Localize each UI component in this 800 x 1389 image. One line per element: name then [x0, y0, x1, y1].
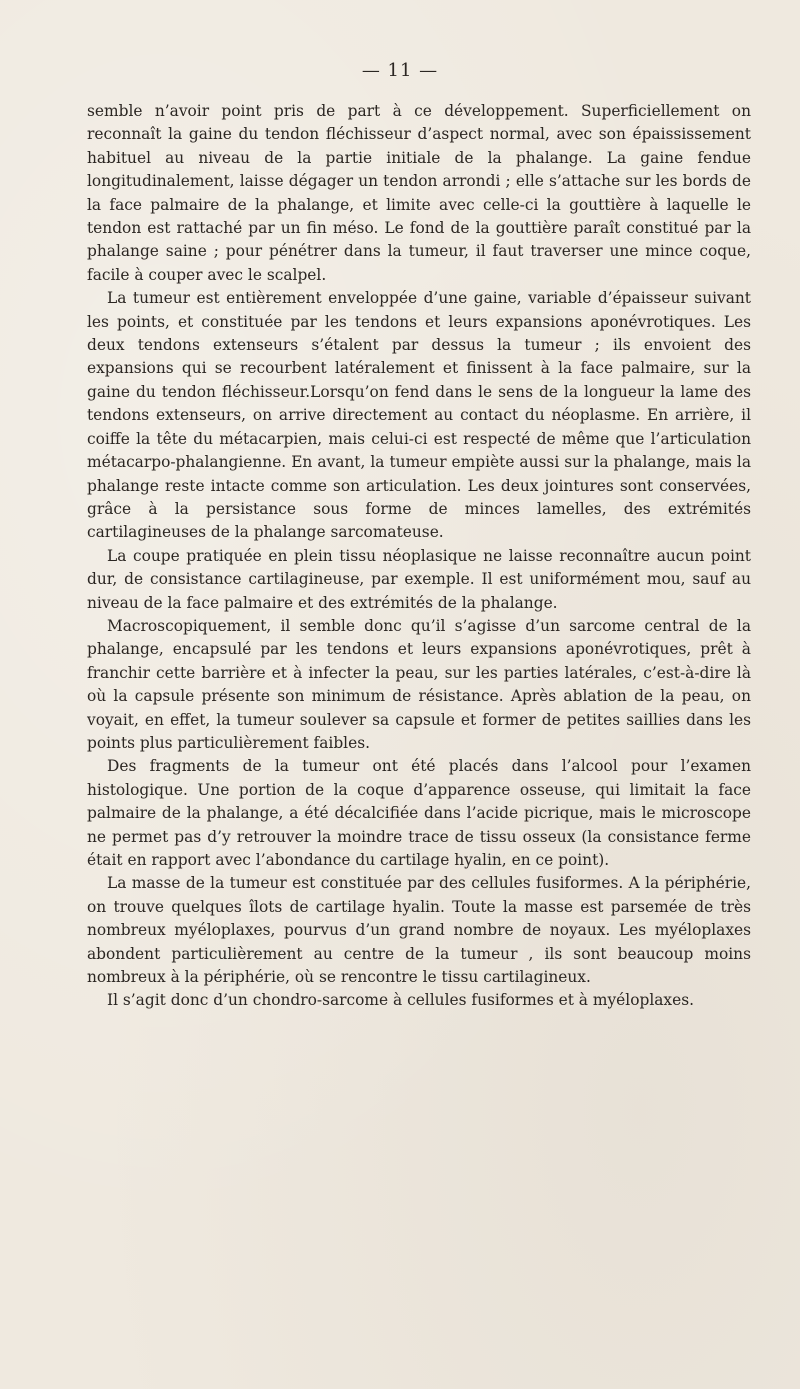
page-number: — 11 —	[361, 60, 439, 81]
paragraph: Macroscopiquement, il semble donc qu’il s’agisse d’un sarcome central de la phalange, encapsulé par les tendons et leurs expansions aponévrotiques, prêt à franchir cette barrière et à infecter la peau, sur les parties latérales, c’est-à-dire là où la capsule présente son minimum de résistance. Après ablation de la peau, on voyait, en effet, la tumeur soulever sa capsule et former de petites saillies dans les points plus particulièrement faibles.	[87, 616, 751, 752]
paragraph: La tumeur est entièrement enveloppée d’une gaine, variable d’épaisseur suivant les points, et constituée par les tendons et leurs expansions aponévrotiques. Les deux tendons extenseurs s’étalent par dessus la tumeur ; ils envoient des expansions qui se recourbent latéralement et finissent à la face palmaire, sur la gaine du tendon fléchisseur.Lorsqu’on fend dans le sens de la longueur la lame des tendons extenseurs, on arrive directement au contact du néoplasme. En arrière, il coiffe la tête du métacarpien, mais celui-ci est respecté de même que l’articulation métacarpo-phalangienne. En avant, la tumeur empiète aussi sur la phalange, mais la phalange reste intacte comme son articulation. Les deux jointures sont conservées, grâce à la persistance sous forme de minces lamelles, des extrémités cartilagineuses de la phalange sarcomateuse.	[87, 289, 751, 542]
body-text	[87, 100, 751, 1013]
paragraph: Des fragments de la tumeur ont été placés dans l’alcool pour l’examen histologique. Une portion de la coque d’apparence osseuse, qui limitait la face palmaire de la phalange, a été décalcifiée dans l’acide picrique, mais le microscope ne permet pas d’y retrouver la moindre trace de tissu osseux (la consistance ferme était en rapport avec l’abondance du cartilage hyalin, en ce point).	[87, 757, 751, 869]
paragraph: La coupe pratiquée en plein tissu néoplasique ne laisse reconnaître aucun point dur, de consistance cartilagineuse, par exemple. Il est uniformément mou, sauf au niveau de la face palmaire et des extrémités de la phalange.	[87, 546, 751, 612]
paragraph: Il s’agit donc d’un chondro-sarcome à cellules fusiformes et à myéloplaxes.	[107, 991, 694, 1010]
paragraph: La masse de la tumeur est constituée par des cellules fusiformes. A la périphérie, on trouve quelques îlots de cartilage hyalin. Toute la masse est parsemée de très nombreux myéloplaxes, pourvus d’un grand nombre de noyaux. Les myéloplaxes abondent particulièrement au centre de la tumeur , ils sont beaucoup moins nombreux à la périphérie, où se rencontre le tissu cartilagineux.	[87, 874, 751, 987]
paragraph: semble n’avoir point pris de part à ce développement. Superficiellement on reconnaît la gaine du tendon fléchisseur d’aspect normal, avec son épaississement habituel au niveau de la partie initiale de la phalange. La gaine fendue longitudinalement, laisse dégager un tendon arrondi ; elle s’attache sur les bords de la face palmaire de la phalange, et limite avec celle-ci la gouttière à laquelle le tendon est rattaché par un fin méso. Le fond de la gouttière paraît constitué par la phalange saine ; pour pénétrer dans la tumeur, il faut traverser une mince coque, facile à couper avec le scalpel.	[87, 102, 751, 284]
